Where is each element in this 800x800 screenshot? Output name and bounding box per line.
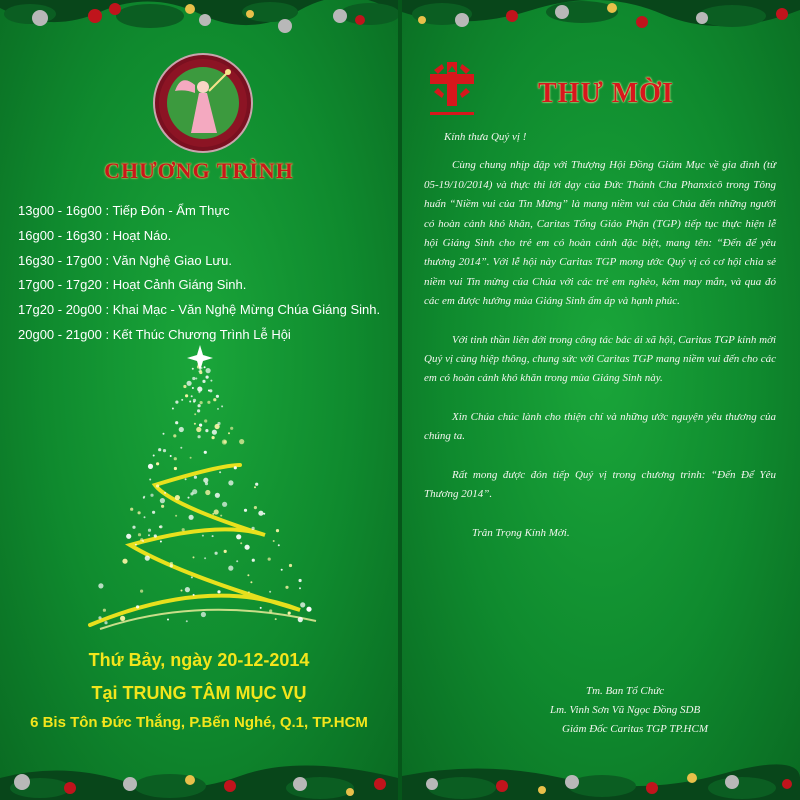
schedule-list	[18, 201, 380, 350]
signature-block	[544, 682, 708, 739]
letter-body	[424, 128, 776, 543]
signature-line: Lm. Vinh Sơn Vũ Ngọc Đồng SDB	[550, 704, 701, 716]
invitation-letter-panel	[402, 0, 800, 800]
garland-top	[0, 0, 398, 46]
program-panel	[0, 0, 398, 800]
letter-title: THƯ MỜI	[538, 78, 674, 109]
schedule-item: 13g00 - 16g00 : Tiếp Đón - Ẩm Thực	[18, 203, 230, 218]
letter-paragraph: Cùng chung nhịp đập với Thượng Hội Đồng Giám Mục về gia đình (từ 05-19/10/2014) và thực thi lời dạy của Đức Thánh Cha Phanxicô trong Tông huấn “Niềm vui của Tin Mừng” là mang niềm vui của Chúa đến những người có hoàn cảnh khó khăn, Caritas Tổng Giáo Phận (TGP) tiếp tục thực hiện lễ hội Giáng Sinh cho trẻ em có hoàn cảnh đặc biệt, mang tên: “Đến để yêu thương 2014”. Với lễ hội này Caritas TGP mong ước Quý vị có cơ hội chia sẻ niềm vui Tin mừng của Chúa với các trẻ em nghèo, kém may mắn, và qua đó các em được hưởng mùa Giáng Sinh ấm áp và hạnh phúc.	[424, 159, 776, 308]
letter-paragraph: Với tinh thần liên đới trong công tác bác ái xã hội, Caritas TGP kính mời Quý vị cùng hiệp thông, chung sức với Caritas TGP mang niềm vui đến cho các em có hoàn cảnh khó khăn trong mùa Giáng Sinh này.	[424, 333, 776, 385]
program-title: CHƯƠNG TRÌNH	[104, 158, 294, 183]
event-address: 6 Bis Tôn Đức Thắng, P.Bến Nghé, Q.1, TP.HCM	[30, 714, 368, 731]
garland-bottom	[402, 754, 800, 800]
angel-emblem-icon	[153, 53, 253, 153]
schedule-item: 17g00 - 17g20 : Hoạt Cảnh Giáng Sinh.	[18, 277, 247, 293]
schedule-item: 17g20 - 20g00 : Khai Mạc - Văn Nghệ Mừng Chúa Giáng Sinh.	[18, 302, 381, 318]
event-venue: Tại TRUNG TÂM MỤC VỤ	[91, 683, 307, 703]
schedule-item: 20g00 - 21g00 : Kết Thúc Chương Trình Lễ Hội	[18, 326, 291, 342]
schedule-item: 16g00 - 16g30 : Hoạt Náo.	[18, 227, 172, 243]
christmas-tree-icon	[70, 345, 340, 640]
event-date: Thứ Bảy, ngày 20-12-2014	[88, 650, 310, 670]
garland-bottom	[0, 754, 398, 800]
signature-line: Tm. Ban Tổ Chức	[586, 685, 665, 697]
letter-salutation: Kính thưa Quý vị !	[444, 131, 527, 143]
caritas-cross-icon	[426, 60, 478, 120]
letter-closing: Trân Trọng Kính Mời.	[472, 526, 570, 539]
letter-paragraph: Xin Chúa chúc lành cho thiện chí và những ước nguyện yêu thương của chúng ta.	[424, 410, 776, 443]
garland-top	[402, 0, 800, 46]
letter-paragraph: Rất mong được đón tiếp Quý vị trong chương trình: “Đến Để Yêu Thương 2014”.	[424, 468, 776, 501]
schedule-item: 16g30 - 17g00 : Văn Nghệ Giao Lưu.	[18, 252, 232, 268]
signature-line: Giám Đốc Caritas TGP TP.HCM	[562, 723, 708, 735]
